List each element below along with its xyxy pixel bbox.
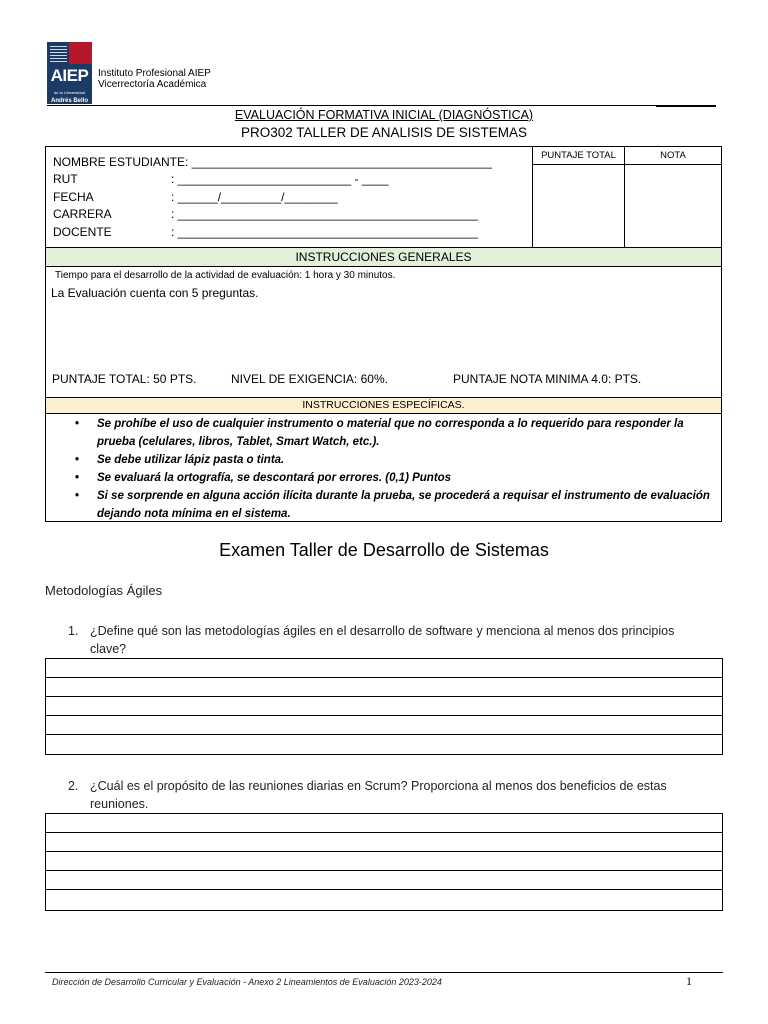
footer-text: Dirección de Desarrollo Curricular y Evaluación - Anexo 2 Lineamientos de Evaluación 2023-2024	[52, 977, 442, 987]
question-text: reuniones.	[90, 797, 149, 811]
footer-rule	[45, 972, 723, 973]
question-text: ¿Define qué son las metodologías ágiles en el desarrollo de software y menciona al menos dos principios	[90, 624, 675, 638]
table-divider	[532, 164, 722, 165]
section-title: Metodologías Ágiles	[45, 583, 163, 598]
question-number: 1.	[68, 624, 79, 638]
logo-red-block	[69, 42, 92, 64]
table-divider	[624, 146, 625, 248]
instruction-text: Se evaluará la ortografía, se descontará por errores. (0,1) Puntos	[97, 472, 452, 484]
field-label: FECHA	[53, 190, 94, 204]
bullet-icon: •	[75, 472, 80, 484]
logo-brand-text: AIEP	[50, 66, 89, 85]
field-line: : _____________________________________________	[171, 225, 478, 239]
field-label: CARRERA	[53, 207, 112, 221]
question-1	[68, 622, 674, 658]
instruction-item	[75, 487, 715, 523]
institution-vice: Vicerrectoría Académica	[98, 79, 207, 90]
course-title: PRO302 TALLER DE ANALISIS DE SISTEMAS	[240, 125, 528, 140]
exam-title: Examen Taller de Desarrollo de Sistemas	[219, 540, 549, 560]
puntaje-total-label: PUNTAJE TOTAL	[541, 150, 616, 161]
field-line: : __________________________ - ____	[171, 172, 389, 186]
field-line: _____________________________________________	[188, 155, 493, 169]
field-carrera[interactable]	[53, 206, 478, 223]
field-label: RUT	[53, 172, 78, 186]
field-line: : _____________________________________________	[171, 207, 478, 221]
field-rut[interactable]	[53, 171, 389, 188]
logo-university-text: Andrés Bello	[50, 98, 88, 104]
answer-box-2[interactable]	[45, 813, 723, 911]
time-instruction: Tiempo para el desarrollo de la actividad de evaluación: 1 hora y 30 minutos.	[55, 270, 396, 281]
instruction-text: Se debe utilizar lápiz pasta o tinta.	[97, 454, 285, 466]
header-rule-right	[656, 106, 716, 107]
questions-count: La Evaluación cuenta con 5 preguntas.	[51, 286, 259, 300]
instruction-item	[75, 415, 715, 451]
header-rule	[47, 105, 716, 106]
instruction-item	[75, 469, 715, 487]
bullet-icon: •	[75, 418, 80, 430]
question-number: 2.	[68, 779, 79, 793]
institution-name: Instituto Profesional AIEP	[98, 68, 211, 79]
page-number: 1	[686, 974, 692, 988]
logo-stripes	[50, 46, 67, 62]
logo-sub-text: de la Universidad	[54, 90, 85, 95]
instruction-text: Si se sorprende en alguna acción ilícita durante la prueba, se procederá a requisar el instrumento de evaluación	[97, 490, 710, 502]
instruction-item	[75, 451, 715, 469]
nivel-exigencia: NIVEL DE EXIGENCIA: 60%.	[231, 372, 388, 386]
answer-box-1[interactable]	[45, 658, 723, 755]
bullet-icon: •	[75, 490, 80, 502]
field-nombre[interactable]	[53, 154, 492, 171]
nota-label: NOTA	[660, 150, 686, 161]
general-instructions-heading: INSTRUCCIONES GENERALES	[46, 248, 721, 266]
question-2	[68, 777, 667, 813]
field-label: DOCENTE	[53, 225, 112, 239]
instruction-text: dejando nota mínima en el sistema.	[97, 508, 291, 520]
table-divider	[532, 146, 533, 248]
specific-instructions-heading: INSTRUCCIONES ESPECÍFICAS.	[46, 398, 721, 413]
bullet-icon: •	[75, 454, 80, 466]
field-label: NOMBRE ESTUDIANTE:	[53, 155, 189, 169]
nota-minima: PUNTAJE NOTA MINIMA 4.0: PTS.	[453, 372, 642, 386]
question-text: clave?	[90, 642, 127, 656]
question-text: ¿Cuál es el propósito de las reuniones diarias en Scrum? Proporciona al menos dos beneficios de estas	[90, 779, 667, 793]
field-line: : ______/_________/________	[171, 190, 338, 204]
instruction-text: prueba (celulares, libros, Tablet, Smart Watch, etc.).	[97, 436, 380, 448]
evaluation-title: EVALUACIÓN FORMATIVA INICIAL (DIAGNÓSTICA)	[234, 108, 534, 122]
instruction-text: Se prohíbe el uso de cualquier instrumento o material que no corresponda a lo requerido para responder la	[97, 418, 684, 430]
table-divider	[45, 266, 722, 267]
field-docente[interactable]	[53, 224, 478, 241]
table-divider	[45, 413, 722, 414]
puntaje-total: PUNTAJE TOTAL: 50 PTS.	[52, 372, 197, 386]
field-fecha[interactable]	[53, 189, 338, 206]
